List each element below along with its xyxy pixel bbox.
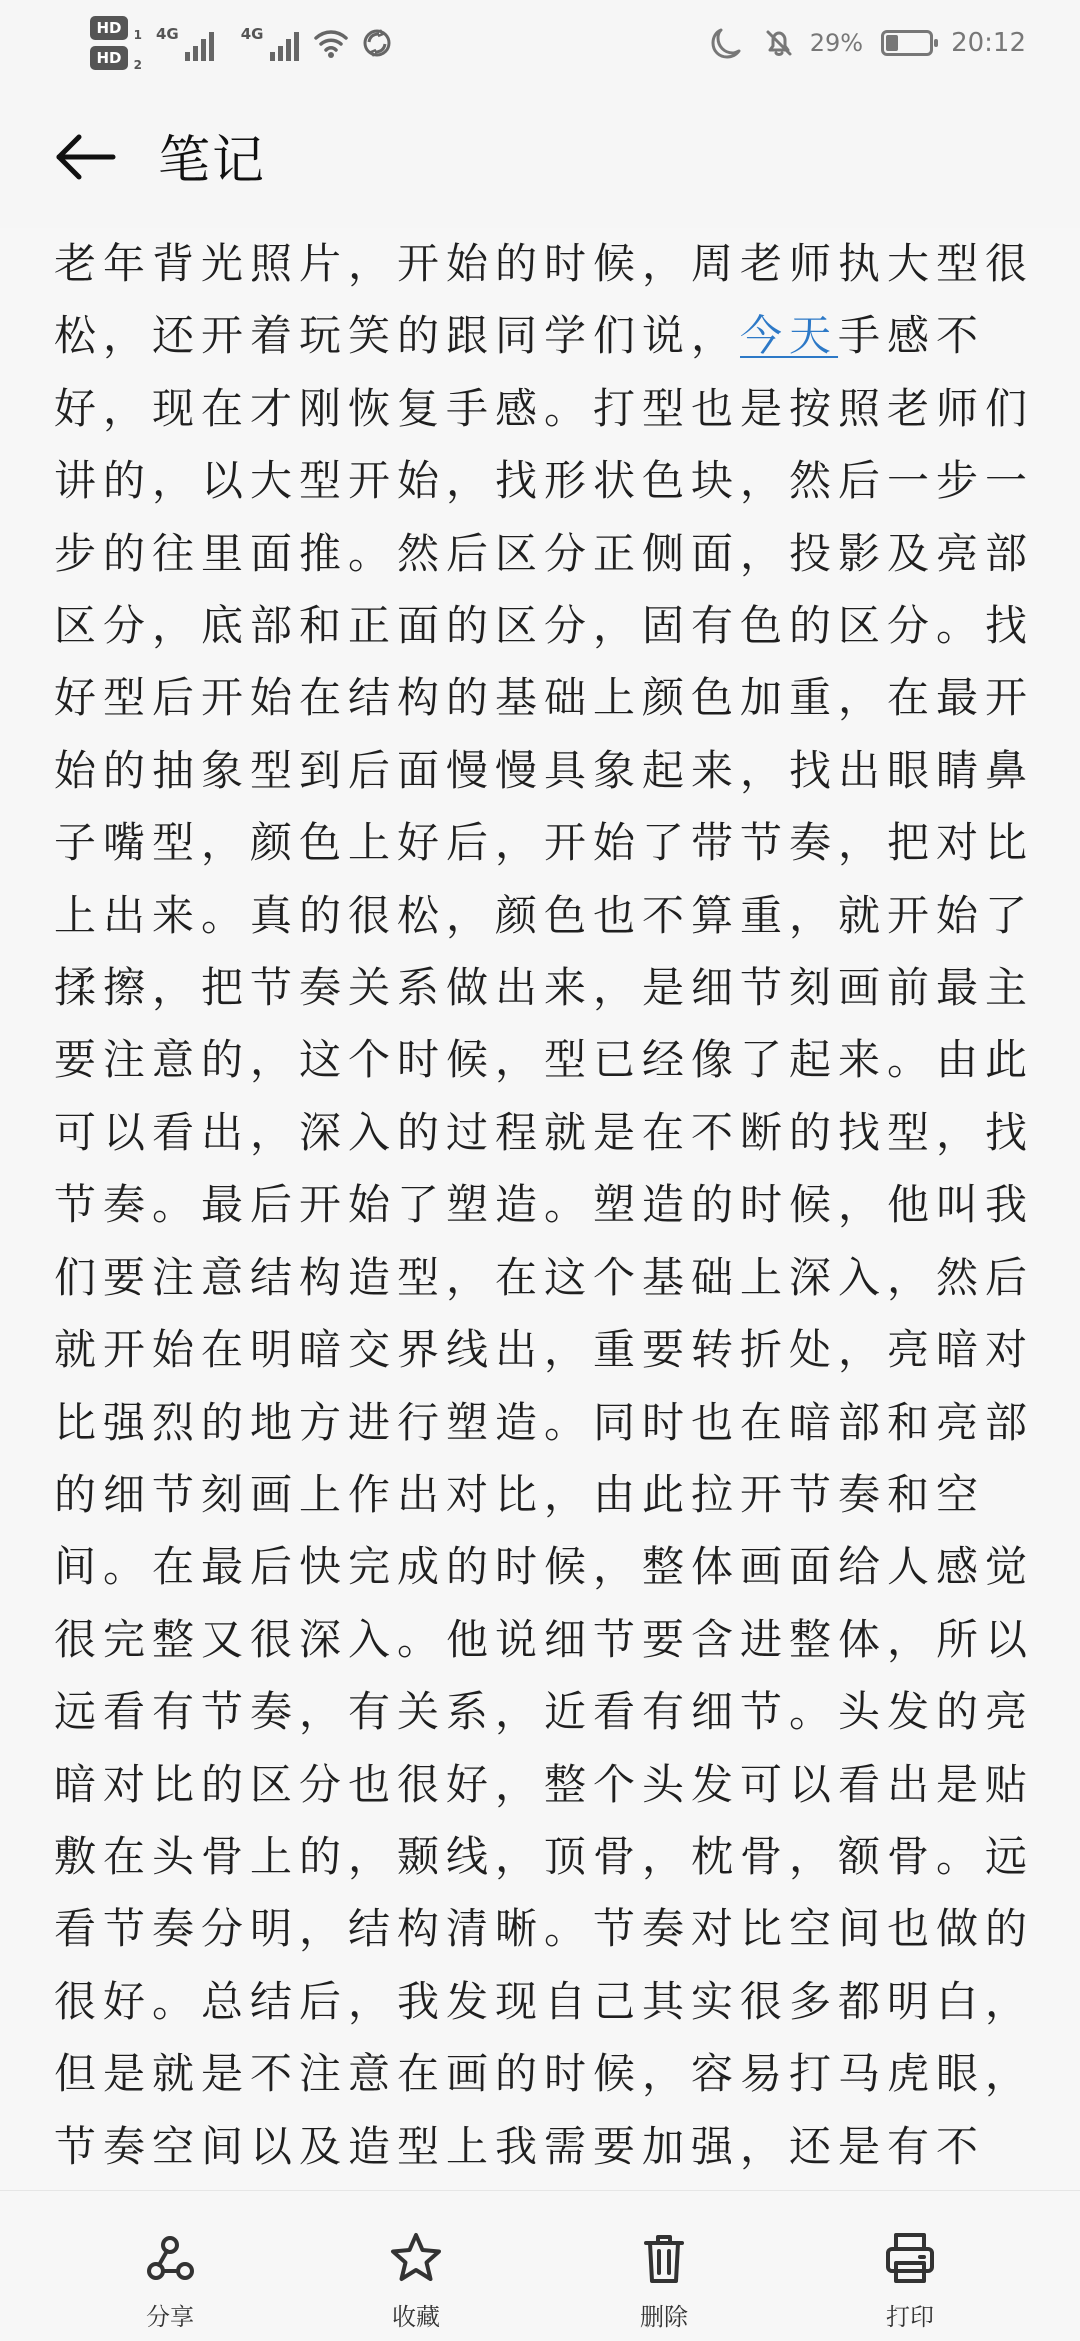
- share-icon-wrap: [138, 2227, 202, 2291]
- star-icon-wrap: [384, 2227, 448, 2291]
- share-button[interactable]: [100, 2227, 240, 2332]
- wifi-icon: [312, 26, 350, 60]
- status-left: [90, 12, 394, 74]
- hd-sub-2: 2: [133, 58, 142, 72]
- star-icon: [384, 2227, 448, 2291]
- signal-icon: [183, 29, 217, 63]
- network-group-2: [241, 23, 302, 63]
- back-arrow-icon: [55, 133, 117, 181]
- network-label-2: 4G: [240, 25, 264, 43]
- delete-label: 删除: [640, 2303, 688, 2331]
- hd-badge-1: [90, 16, 142, 42]
- hd-label-2: HD: [96, 49, 122, 67]
- favorite-button[interactable]: [346, 2227, 486, 2332]
- share-label: 分享: [146, 2303, 194, 2331]
- network-group-1: [156, 23, 217, 63]
- back-button[interactable]: [50, 128, 122, 186]
- print-button[interactable]: [840, 2227, 980, 2332]
- hd-badge-2: [90, 46, 142, 72]
- note-content: [0, 228, 1080, 2190]
- delete-button[interactable]: [594, 2227, 734, 2332]
- moon-icon: [710, 26, 744, 60]
- battery-icon: [881, 30, 933, 56]
- hd-indicators: [90, 16, 142, 72]
- note-link-today[interactable]: 今天: [740, 311, 839, 361]
- signal-icon: [268, 29, 302, 63]
- print-label: 打印: [886, 2303, 934, 2331]
- note-text-part-2: 手感不好，现在才刚恢复手感。打型也是按照老师们讲的，以大型开始，找形状色块，然后一步一步的往里面推。然后区分正侧面，投影及亮部区分，底部和正面的区分，固有色的区分。找好型后开始在结构的基础上颜色加重，在最开始的抽象型到后面慢慢具象起来，找出眼睛鼻子嘴型，颜色上好后，开始了带节奏，把对比上出来。真的很松，颜色也不算重，就开始了揉擦，把节奏关系做出来，是细节刻画前最主要注意的，这个时候，型已经像了起来。由此可以看出，深入的过程就是在不断的找型，找节奏。最后开始了塑造。塑造的时候，他叫我们要注意结构造型，在这个基础上深入，然后就开始在明暗交界线出，重要转折处，亮暗对比强烈的地方进行塑造。同时也在暗部和亮部的细节刻画上作出对比，由此拉开节奏和空间。在最后快完成的时候，整体画面给人感觉很完整又很深入。他说细节要含进整体，所以远看有节奏，有关系，近看有细节。头发的亮暗对比的区分也很好，整个头发可以看出是贴敷在头骨上的，颞线，顶骨，枕骨，额骨。远看节奏分明，结构清晰。节奏对比空间也做的很好。总结后，我发现自己其实很多都明白，但是就是不注意在画的时候，容易打马虎眼，节奏空间以及造型上我需要加强，还是有不: [54, 311, 1035, 2171]
- status-right: [710, 18, 1026, 68]
- sync-icon: [360, 26, 394, 60]
- trash-icon-wrap: [632, 2227, 696, 2291]
- favorite-label: 收藏: [392, 2303, 440, 2331]
- hd-sub-1: 1: [133, 28, 142, 42]
- note-paragraph: [54, 228, 1042, 2255]
- note-text-part-1: 老年背光照片，开始的时候，周老师执大型很松，还开着玩笑的跟同学们说，: [54, 239, 1035, 361]
- battery-percent: 29%: [809, 29, 864, 57]
- printer-icon-wrap: [878, 2227, 942, 2291]
- printer-icon: [878, 2227, 942, 2291]
- share-icon: [138, 2227, 202, 2291]
- status-time: 20:12: [951, 28, 1026, 58]
- app-header: [0, 86, 1080, 228]
- bottom-toolbar: [0, 2190, 1080, 2341]
- battery-fill: [886, 35, 898, 51]
- status-bar: [0, 0, 1080, 86]
- page-title: 笔记: [158, 131, 267, 191]
- hd-label-1: HD: [96, 19, 122, 37]
- mute-bell-icon: [762, 26, 796, 60]
- network-label-1: 4G: [156, 25, 179, 43]
- trash-icon: [632, 2227, 696, 2291]
